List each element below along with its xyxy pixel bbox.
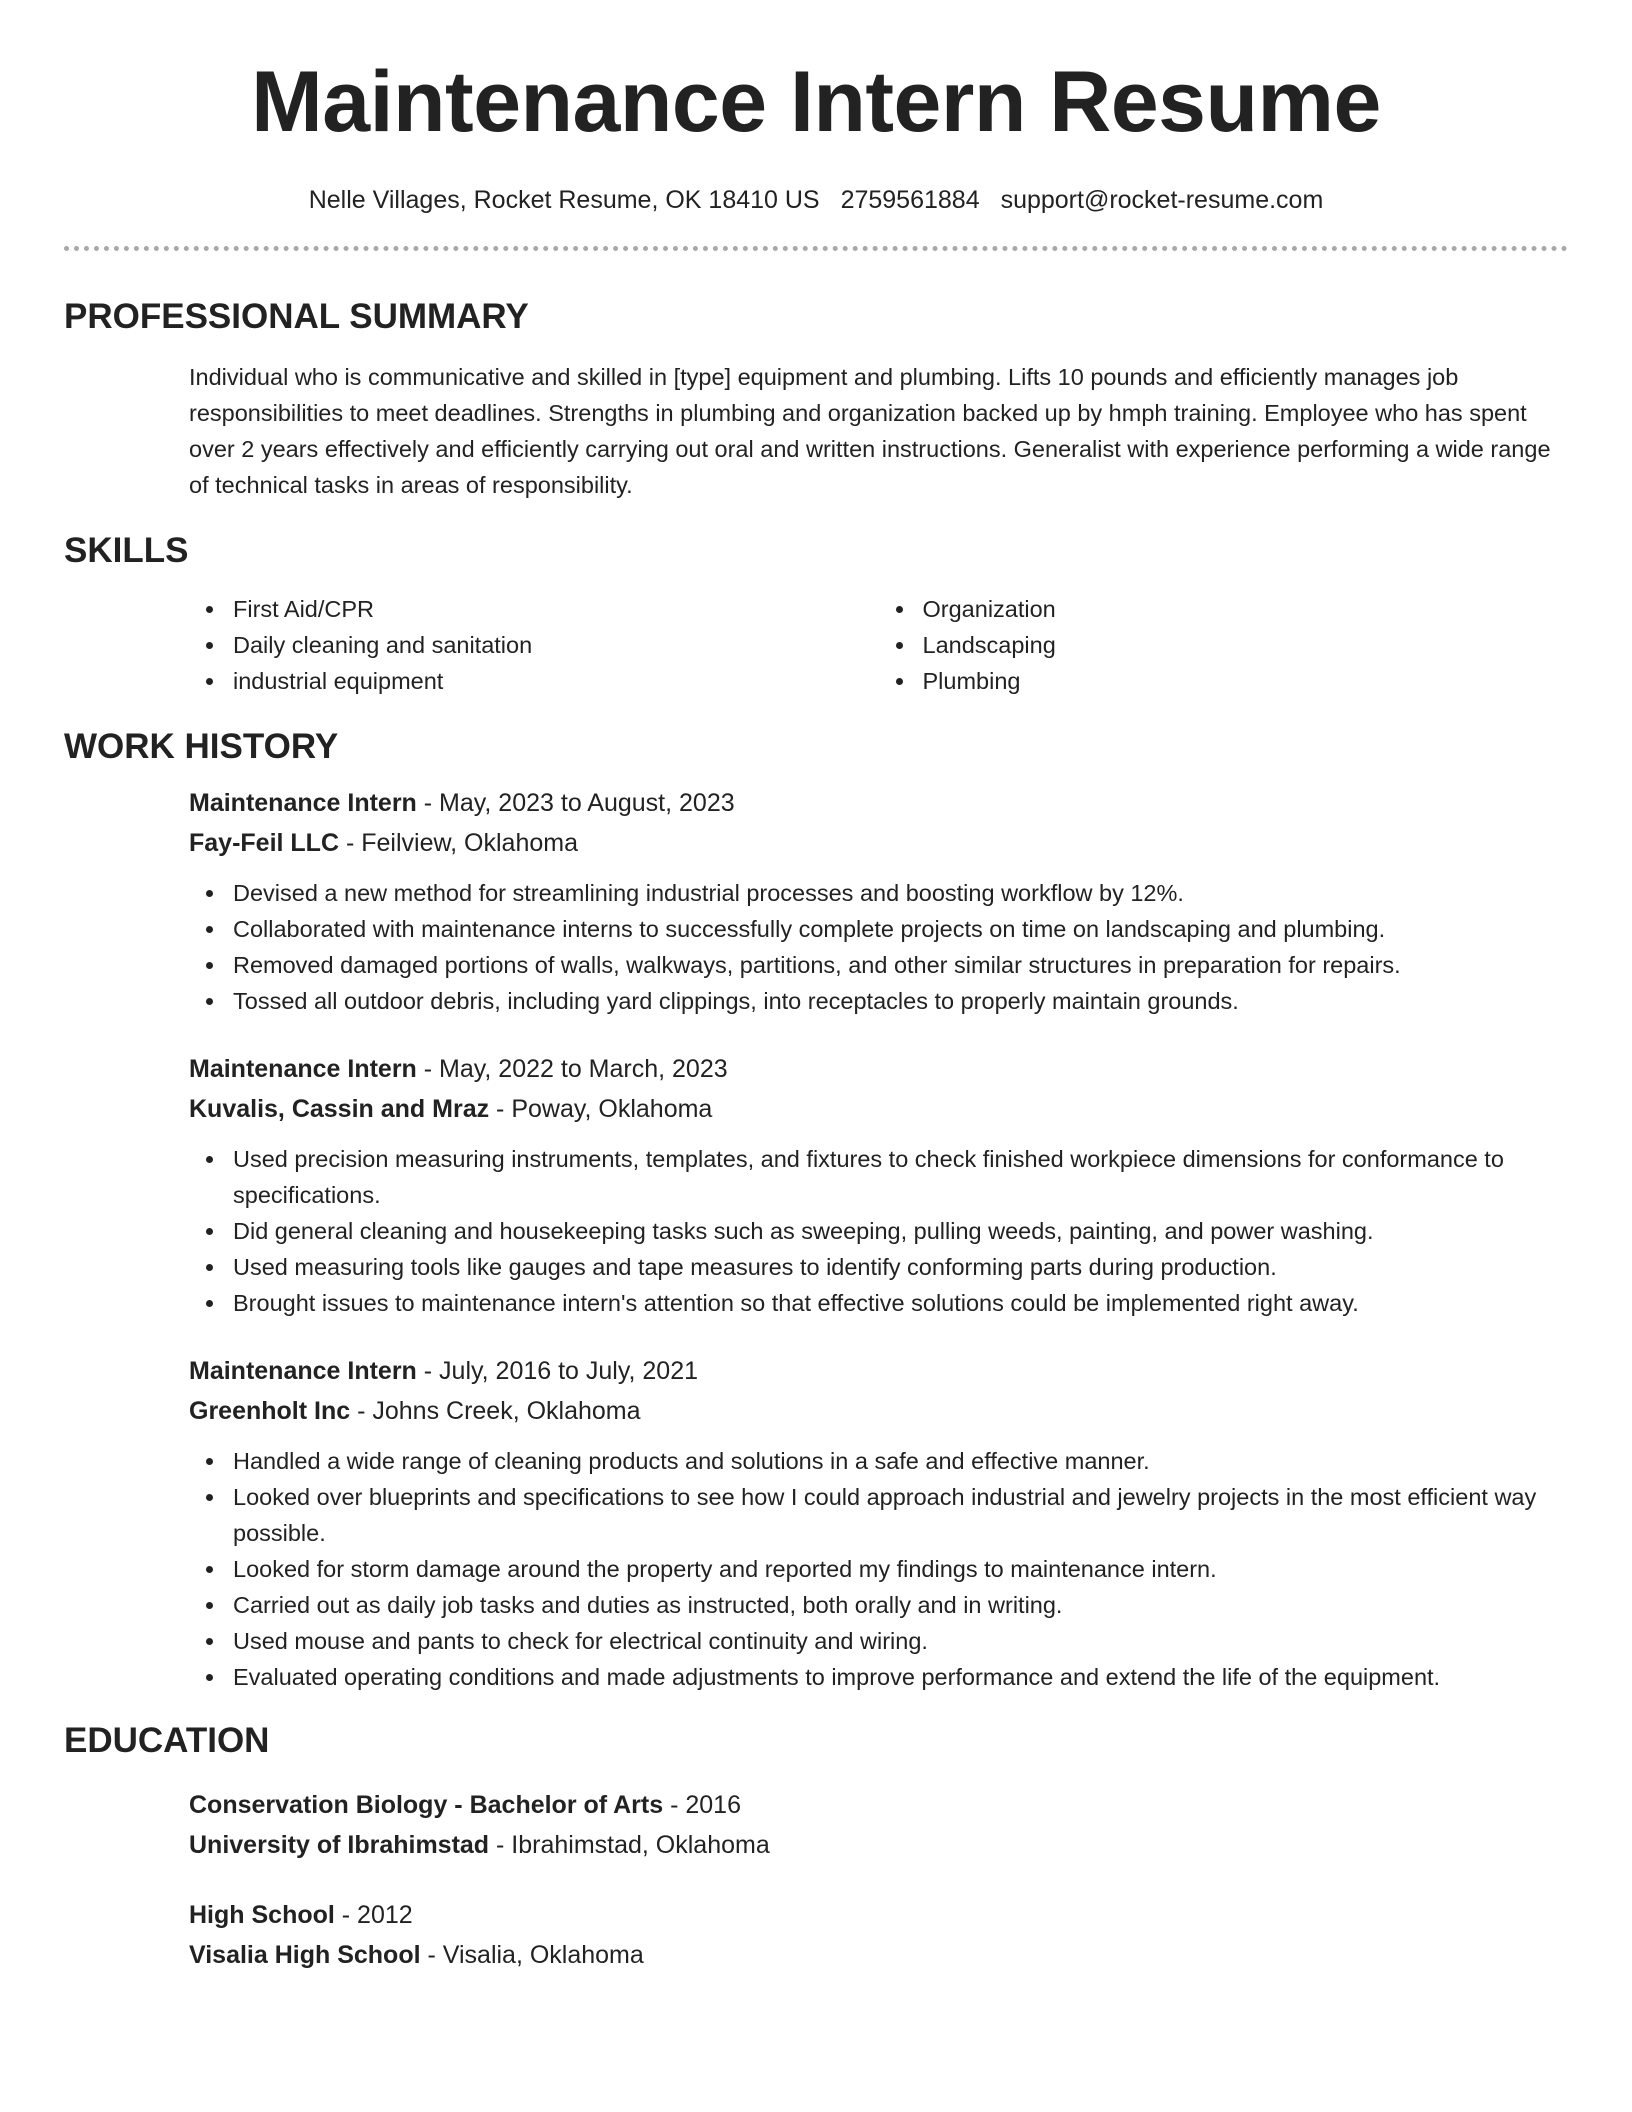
skill-item: industrial equipment [189,663,879,699]
job-location: - Poway, Oklahoma [489,1095,713,1123]
work-history-section [64,725,1568,1695]
education-degree: High School [189,1901,335,1929]
education-school: University of Ibrahimstad [189,1831,490,1859]
education-year: - 2016 [663,1791,741,1819]
job-company: Fay-Feil LLC [189,829,340,857]
job-company: Kuvalis, Cassin and Mraz [189,1095,490,1123]
education-year: - 2012 [334,1901,413,1929]
job-company-line [189,1391,1568,1431]
education-section [64,1719,1568,1975]
contact-address: Nelle Villages, Rocket Resume, OK 18410 US [308,186,820,214]
education-location: - Ibrahimstad, Oklahoma [489,1831,770,1859]
job-bullet: Removed damaged portions of walls, walkways, partitions, and other similar structures in preparation for repairs. [189,947,1568,983]
education-degree-line [189,1785,1568,1825]
job-entry [189,783,1568,1019]
skill-item: Landscaping [879,627,1569,663]
education-degree: Conservation Biology - Bachelor of Arts [189,1791,664,1819]
job-title: Maintenance Intern [189,1055,417,1083]
job-title-line [189,783,1568,823]
job-bullet: Did general cleaning and housekeeping tasks such as sweeping, pulling weeds, painting, and power washing. [189,1213,1568,1249]
education-school: Visalia High School [189,1941,421,1969]
job-dates: - May, 2022 to March, 2023 [416,1055,728,1083]
job-title-line [189,1049,1568,1089]
contact-phone: 2759561884 [840,186,980,214]
job-bullet: Brought issues to maintenance intern's attention so that effective solutions could be implemented right away. [189,1285,1568,1321]
job-location: - Johns Creek, Oklahoma [350,1397,641,1425]
job-entry [189,1049,1568,1321]
skill-item: Plumbing [879,663,1569,699]
job-bullet: Handled a wide range of cleaning products and solutions in a safe and effective manner. [189,1443,1568,1479]
job-company: Greenholt Inc [189,1397,351,1425]
header-divider [64,246,1568,251]
job-bullet: Looked for storm damage around the property and reported my findings to maintenance intern. [189,1551,1568,1587]
skill-item: First Aid/CPR [189,591,879,627]
skills-section [64,529,1568,699]
skill-item: Daily cleaning and sanitation [189,627,879,663]
skill-item: Organization [879,591,1569,627]
job-bullet: Evaluated operating conditions and made adjustments to improve performance and extend the life of the equipment. [189,1659,1568,1695]
job-title: Maintenance Intern [189,789,417,817]
work-history-heading: WORK HISTORY [64,727,339,766]
job-bullet: Devised a new method for streamlining industrial processes and boosting workflow by 12%. [189,875,1568,911]
job-bullet: Looked over blueprints and specifications to see how I could approach industrial and jewelry projects in the most efficient way possible. [189,1479,1568,1551]
job-entry [189,1351,1568,1695]
education-school-line [189,1935,1568,1975]
job-bullet: Used mouse and pants to check for electrical continuity and wiring. [189,1623,1568,1659]
contact-email: support@rocket-resume.com [1000,186,1324,214]
education-location: - Visalia, Oklahoma [420,1941,644,1969]
job-dates: - July, 2016 to July, 2021 [416,1357,699,1385]
skills-heading: SKILLS [64,531,189,570]
education-school-line [189,1825,1568,1865]
resume-page [64,0,1568,1975]
education-entry [189,1895,1568,1975]
skills-column-right [879,591,1569,699]
job-company-line [189,1089,1568,1129]
skills-column-left [189,591,879,699]
job-bullet: Collaborated with maintenance interns to successfully complete projects on time on landscaping and plumbing. [189,911,1568,947]
job-location: - Feilview, Oklahoma [339,829,578,857]
job-company-line [189,823,1568,863]
job-bullet: Carried out as daily job tasks and duties as instructed, both orally and in writing. [189,1587,1568,1623]
education-degree-line [189,1895,1568,1935]
job-bullet: Used precision measuring instruments, templates, and fixtures to check finished workpiece dimensions for conformance to specifications. [189,1141,1568,1213]
education-entry [189,1785,1568,1865]
summary-section [64,295,1568,503]
skills-grid [189,591,1568,699]
resume-title: Maintenance Intern Resume [251,54,1381,150]
job-title-line [189,1351,1568,1391]
summary-text: Individual who is communicative and skilled in [type] equipment and plumbing. Lifts 10 pounds and efficiently manages job responsibilities to meet deadlines. Strengths in plumbing and organization backed up by hmph training. Employee who has spent over 2 years effectively and efficiently carrying out oral and written instructions. Generalist with experience performing a wide range of technical tasks in areas of responsibility. [189,364,1551,498]
contact-line [64,182,1568,218]
job-dates: - May, 2023 to August, 2023 [416,789,735,817]
summary-heading: PROFESSIONAL SUMMARY [64,297,529,336]
education-heading: EDUCATION [64,1721,270,1760]
job-bullet: Used measuring tools like gauges and tape measures to identify conforming parts during production. [189,1249,1568,1285]
job-title: Maintenance Intern [189,1357,417,1385]
job-bullet: Tossed all outdoor debris, including yard clippings, into receptacles to properly maintain grounds. [189,983,1568,1019]
